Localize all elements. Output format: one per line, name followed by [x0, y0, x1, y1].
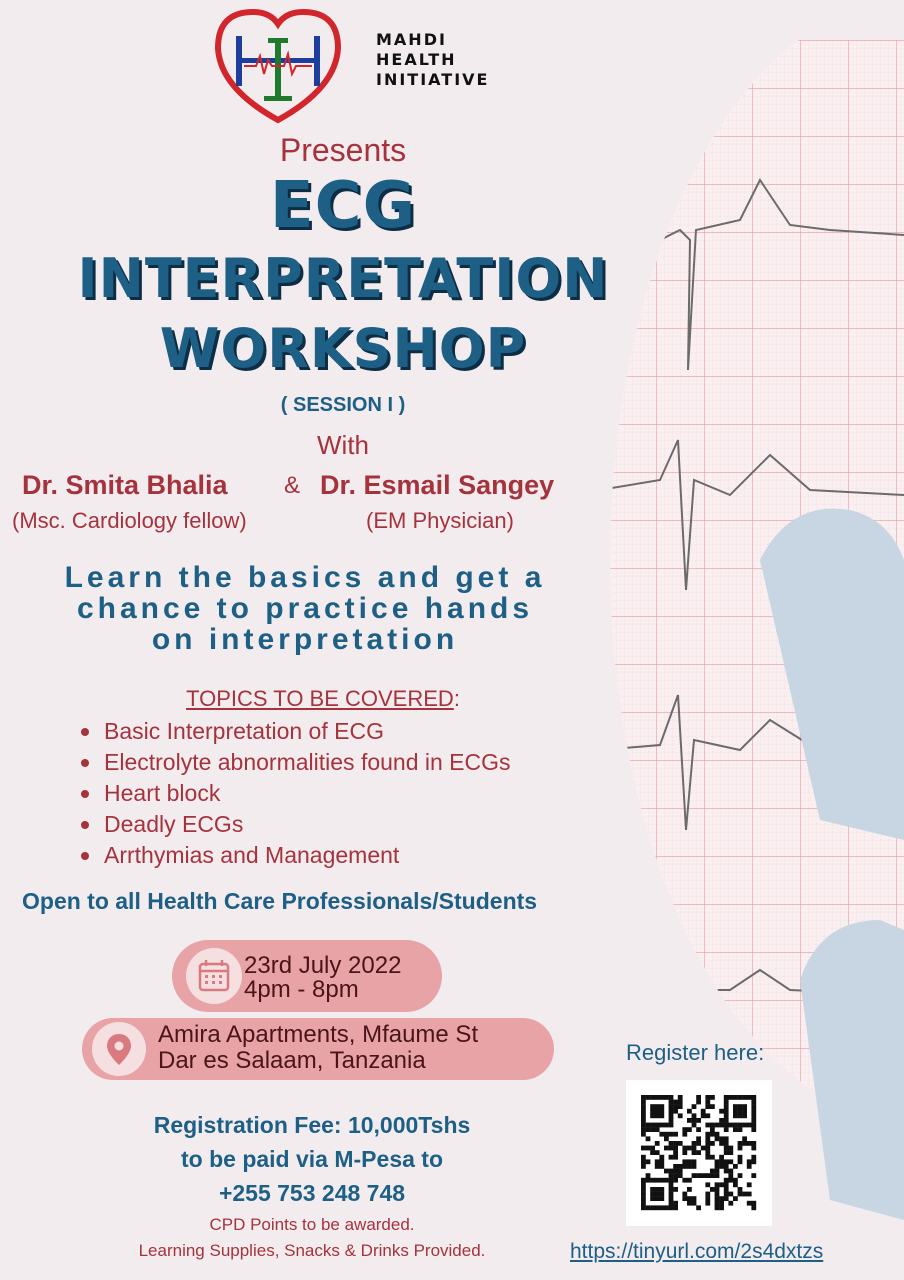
speaker-1-name: Dr. Smita Bhalia — [22, 470, 228, 500]
calendar-icon — [186, 948, 242, 1004]
audience-label: Open to all Health Care Professionals/Students — [22, 888, 538, 914]
event-datetime — [244, 954, 401, 1002]
fee-line-1: Registration Fee: 10,000Tshs — [153, 1112, 471, 1138]
topics-heading — [0, 686, 646, 712]
tagline — [0, 562, 610, 655]
registration-fee — [0, 1108, 624, 1210]
speaker-2-name: Dr. Esmail Sangey — [320, 470, 555, 500]
ampersand: & — [284, 472, 301, 499]
event-location — [158, 1022, 478, 1074]
speaker-1-role: (Msc. Cardiology fellow) — [12, 508, 247, 533]
title-line-1: ECG — [269, 169, 417, 243]
topic-item: Heart block — [78, 778, 511, 809]
location-line-1: Amira Apartments, Mfaume St — [158, 1021, 479, 1048]
title-line-2: INTERPRETATION — [77, 247, 609, 310]
register-label: Register here: — [626, 1040, 765, 1065]
location-line-2: Dar es Salaam, Tanzania — [158, 1047, 426, 1074]
notes-line-1: CPD Points to be awarded. — [209, 1215, 415, 1234]
speaker-2-role: (EM Physician) — [366, 508, 514, 533]
fee-line-2: to be paid via M-Pesa to — [181, 1146, 443, 1172]
topic-item: Deadly ECGs — [78, 809, 511, 840]
tagline-line-3: on interpretation — [151, 623, 459, 656]
notes-line-2: Learning Supplies, Snacks & Drinks Provided. — [138, 1241, 486, 1260]
title-line-3: WORKSHOP — [159, 317, 527, 380]
logo-line-2: HEALTH — [376, 50, 457, 69]
notes — [0, 1212, 624, 1264]
topic-item: Arrthymias and Management — [78, 840, 511, 871]
registration-link[interactable]: https://tinyurl.com/2s4dxtzs — [570, 1240, 824, 1263]
qr-code-icon[interactable] — [626, 1080, 772, 1226]
fee-phone: +255 753 248 748 — [218, 1180, 406, 1206]
map-pin-icon — [92, 1022, 146, 1076]
topics-heading-text: TOPICS TO BE COVERED — [186, 686, 454, 711]
logo-line-1: MAHDI — [376, 30, 447, 49]
logo-text — [376, 30, 489, 90]
with-label: With — [317, 430, 369, 460]
topic-item: Basic Interpretation of ECG — [78, 716, 511, 747]
presents-label: Presents — [279, 132, 407, 168]
logo-line-3: INITIATIVE — [376, 70, 490, 89]
topic-item: Electrolyte abnormalities found in ECGs — [78, 747, 511, 778]
topics-list — [78, 716, 511, 871]
event-date: 23rd July 2022 — [244, 952, 402, 979]
tagline-line-1: Learn the basics and get a — [64, 561, 546, 594]
glove-finger-lower — [800, 920, 904, 1220]
event-time: 4pm - 8pm — [244, 976, 359, 1003]
session-label: ( SESSION I ) — [280, 394, 406, 416]
tagline-line-2: chance to practice hands — [76, 592, 534, 625]
topics-heading-colon: : — [453, 686, 460, 711]
